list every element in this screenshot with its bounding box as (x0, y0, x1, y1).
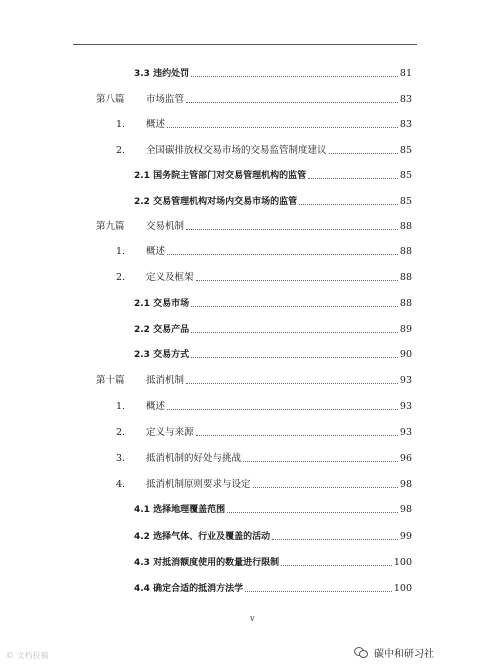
toc-entry[interactable] (0, 426, 492, 440)
toc-dot-leader (196, 280, 398, 281)
toc-entry[interactable] (0, 503, 492, 517)
toc-entry[interactable] (0, 582, 492, 596)
toc-page-number: 88 (399, 272, 412, 283)
toc-chapter-number: 2. (116, 427, 126, 438)
toc-chapter-number: 3. (116, 453, 126, 464)
toc-entry[interactable] (0, 245, 492, 259)
toc-entry-title: 抵消机制 (146, 375, 185, 386)
toc-chapter-number: 4. (116, 479, 126, 490)
toc-page-number: 93 (399, 375, 412, 386)
toc-page-number: 85 (399, 196, 412, 207)
toc-page-number: 85 (399, 170, 412, 181)
toc-dot-leader (191, 332, 398, 333)
toc-entry-title: 抵消机制原则要求与设定 (146, 479, 251, 490)
toc-entry-title: 2.2 交易产品 (134, 325, 190, 335)
toc-entry-title: 4.3 对抵消额度使用的数量进行限制 (134, 558, 280, 568)
toc-part-number: 第九篇 (96, 221, 125, 232)
toc-entry[interactable] (0, 400, 492, 414)
toc-dot-leader (186, 383, 398, 384)
toc-page-number: 99 (399, 531, 412, 542)
watermark-right-text: 碳中和研习社 (374, 648, 434, 660)
toc-entry[interactable] (0, 93, 492, 107)
toc-chapter-number: 2. (116, 145, 126, 156)
toc-dot-leader (299, 204, 398, 205)
toc-page-number: 90 (399, 349, 412, 360)
toc-entry-title: 4.1 选择地理覆盖范围 (134, 505, 226, 515)
toc-page-number: 98 (399, 479, 412, 490)
toc-part-number: 第八篇 (96, 94, 125, 105)
toc-page-number: 93 (399, 401, 412, 412)
header-rule (73, 44, 417, 45)
toc-entry-title: 市场监管 (146, 94, 185, 105)
toc-dot-leader (253, 487, 398, 488)
toc-entry-title: 定义与来源 (146, 427, 194, 438)
toc-entry[interactable] (0, 118, 492, 132)
toc-chapter-number: 1. (116, 119, 126, 130)
toc-dot-leader (167, 254, 398, 255)
toc-chapter-number: 1. (116, 401, 126, 412)
toc-page-number: 98 (399, 504, 412, 515)
toc-dot-leader (196, 435, 398, 436)
watermark-left: © 文档投稿 (6, 651, 49, 660)
toc-entry[interactable] (0, 144, 492, 158)
toc-dot-leader (191, 357, 398, 358)
toc-entry[interactable] (0, 220, 492, 234)
toc-page-number: 88 (399, 298, 412, 309)
toc-entry-title: 3.3 违约处罚 (134, 69, 190, 79)
toc-entry[interactable] (0, 374, 492, 388)
toc-page-number: 83 (399, 94, 412, 105)
toc-entry-title: 抵消机制的好处与挑战 (146, 453, 242, 464)
toc-entry[interactable] (0, 348, 492, 362)
toc-entry[interactable] (0, 556, 492, 570)
watermark-right (354, 643, 434, 661)
toc-entry-title: 2.1 国务院主管部门对交易管理机构的监管 (134, 171, 307, 181)
toc-entry-title: 交易机制 (146, 221, 185, 232)
toc-entry[interactable] (0, 169, 492, 183)
toc-dot-leader (186, 229, 398, 230)
toc-entry-title: 2.1 交易市场 (134, 299, 190, 309)
toc-entry-title: 定义及框架 (146, 272, 194, 283)
wechat-icon (354, 646, 368, 658)
toc-entry[interactable] (0, 323, 492, 337)
toc-entry-title: 概述 (146, 246, 166, 257)
toc-part-number: 第十篇 (96, 375, 125, 386)
toc-dot-leader (272, 539, 398, 540)
toc-dot-leader (186, 102, 398, 103)
toc-entry[interactable] (0, 297, 492, 311)
toc-page-number: 100 (393, 557, 412, 568)
toc-dot-leader (191, 306, 398, 307)
toc-dot-leader (167, 409, 398, 410)
toc-entry-title: 全国碳排放权交易市场的交易监管制度建议 (146, 145, 327, 156)
toc-entry-title: 概述 (146, 119, 166, 130)
toc-dot-leader (281, 565, 392, 566)
toc-dot-leader (245, 591, 392, 592)
toc-page-number: 88 (399, 246, 412, 257)
toc-dot-leader (191, 76, 398, 77)
toc-dot-leader (167, 127, 398, 128)
page-number-footer: v (250, 614, 255, 623)
toc-entry-title: 4.4 确定合适的抵消方法学 (134, 584, 244, 594)
toc-entry-title: 2.3 交易方式 (134, 350, 190, 360)
toc-entry-title: 2.2 交易管理机构对场内交易市场的监管 (134, 197, 298, 207)
toc-entry[interactable] (0, 195, 492, 209)
toc-entry-title: 概述 (146, 401, 166, 412)
toc-dot-leader (243, 461, 398, 462)
toc-chapter-number: 1. (116, 246, 126, 257)
toc-dot-leader (329, 153, 398, 154)
toc-page-number: 83 (399, 119, 412, 130)
toc-page-number: 96 (399, 453, 412, 464)
toc-page-number: 100 (393, 583, 412, 594)
toc-page-number: 93 (399, 427, 412, 438)
toc-entry[interactable] (0, 271, 492, 285)
toc-entry[interactable] (0, 478, 492, 492)
toc-entry[interactable] (0, 530, 492, 544)
toc-page-number: 88 (399, 221, 412, 232)
toc-entry-title: 4.2 选择气体、行业及覆盖的活动 (134, 532, 271, 542)
toc-page-number: 89 (399, 324, 412, 335)
toc-page-number: 81 (399, 68, 412, 79)
toc-dot-leader (308, 178, 398, 179)
toc-entry[interactable] (0, 452, 492, 466)
toc-chapter-number: 2. (116, 272, 126, 283)
toc-entry[interactable] (0, 67, 492, 81)
toc-dot-leader (227, 512, 398, 513)
toc-page-number: 85 (399, 145, 412, 156)
